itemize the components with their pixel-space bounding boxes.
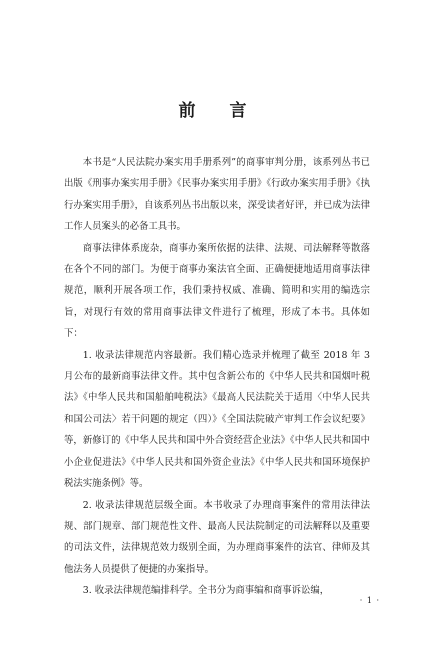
paragraph-item-2: 2. 收录法律规范层级全面。本书收录了办理商事案件的常用法律法规、部门规章、部门规范性文件、最高人民法院制定的司法解释以及重要的司法文件，法律规范效力级别全面，为办理商事案件的法官、律师及其他法务人员提供了便捷的办案指导。 xyxy=(64,499,370,575)
page-number: · 1 · xyxy=(359,596,380,605)
paragraph-item-1: 1. 收录法律规范内容最新。我们精心选录并梳理了截至 2018 年 3 月公布的最新商事法律文件。其中包含新公布的《中华人民共和国烟叶税法》《中华人民共和国船舶吨税法》《最高人民法院关于适用〈中华人民共和国公司法〉若干问题的规定（四）》《全国法院破产审判工作会议纪要》等，新修订的《中华人民共和国中外合资经营企业法》《中华人民共和国中小企业促进法》《中华人民共和国外资企业法》《中华人民共和国环境保护税法实施条例》等。 xyxy=(64,349,370,490)
preface-body xyxy=(64,152,370,602)
paragraph-item-3: 3. 收录法律规范编排科学。全书分为商事编和商事诉讼编， xyxy=(82,585,330,597)
paragraph-intro: 本书是“人民法院办案实用手册系列”的商事审判分册，该系列丛书已出版《刑事办案实用手册》《民事办案实用手册》《行政办案实用手册》《执行办案实用手册》，自该系列丛书出版以来，深受读者好评，并已成为法律工作人员案头的必备工具书。 xyxy=(64,157,370,233)
paragraph-purpose: 商事法律体系庞杂，商事办案所依据的法律、法规、司法解释等散落在各个不同的部门。为便于商事办案法官全面、正确便捷地适用商事法律规范，顺利开展各项工作，我们秉持权威、准确、简明和实用的编选宗旨，对现行有效的常用商事法律文件进行了梳理，形成了本书。具体如下： xyxy=(64,242,370,340)
page-title: 前 言 xyxy=(178,101,261,121)
